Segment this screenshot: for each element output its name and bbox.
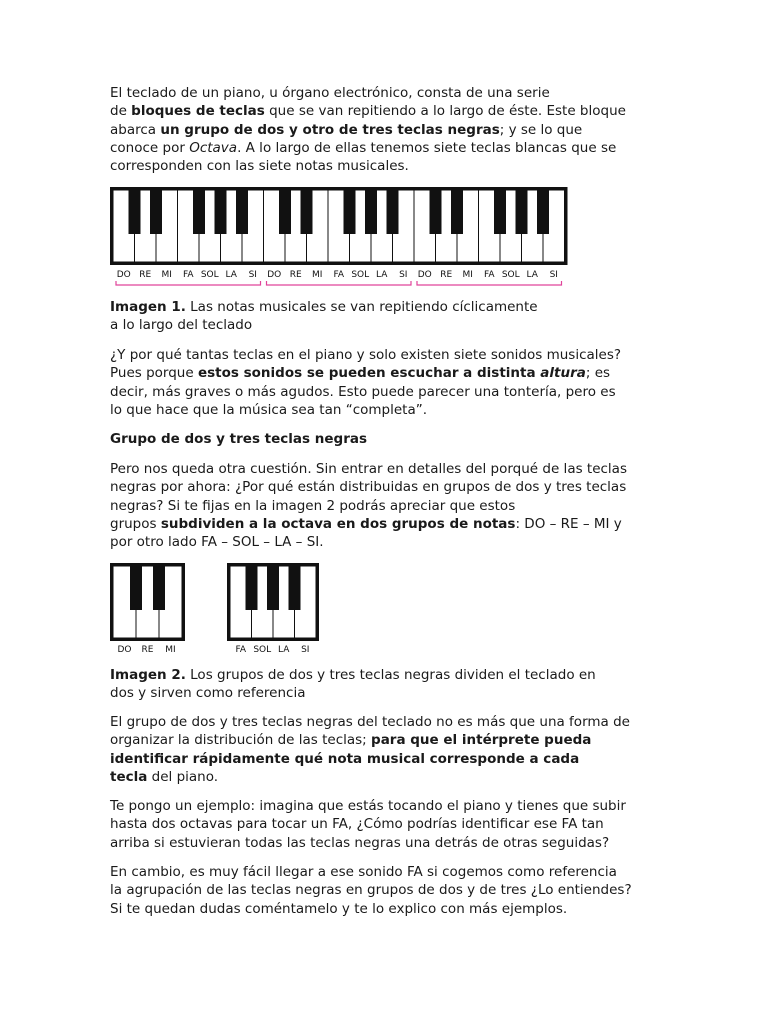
note-label: SI xyxy=(549,270,558,280)
piano-group-three-black-keys xyxy=(227,562,321,656)
note-label: LA xyxy=(278,645,290,655)
note-label: MI xyxy=(312,270,323,280)
black-key xyxy=(301,190,313,234)
note-label: FA xyxy=(182,270,194,280)
piano-group-two-black-keys xyxy=(110,562,185,656)
black-key xyxy=(344,190,356,234)
text-span: Los grupos de dos y tres teclas negras dividen el teclado en xyxy=(185,667,596,683)
note-label: SOL xyxy=(200,270,219,280)
note-label: MI xyxy=(462,270,473,280)
black-key xyxy=(279,190,291,234)
paragraph-conclusion xyxy=(110,863,670,918)
piano-keyboard-image-1 xyxy=(110,186,570,292)
note-label: DO xyxy=(116,270,131,280)
text-span: negras? Si te fijas en la imagen 2 podrás apreciar que estos xyxy=(110,497,516,514)
note-label: FA xyxy=(235,645,247,655)
text-span: Pues porque xyxy=(110,365,198,382)
black-key xyxy=(365,190,377,234)
note-label: RE xyxy=(139,270,152,280)
black-key xyxy=(289,566,301,610)
text-span: por otro lado FA – SOL – LA – SI. xyxy=(110,534,324,551)
text-span: arriba si estuvieran todas las teclas negras una detrás de otras seguidas? xyxy=(110,834,610,851)
text-span: Si te quedan dudas coméntamelo y te lo explico con más ejemplos. xyxy=(110,900,568,917)
black-key xyxy=(537,190,549,234)
note-label: LA xyxy=(225,270,237,280)
text-span: la agrupación de las teclas negras en grupos de dos y de tres ¿Lo entiendes? xyxy=(110,882,632,899)
italic-text: Octava xyxy=(189,139,238,156)
text-span: lo que hace que la música sea tan “completa”. xyxy=(110,401,428,418)
text-span: El grupo de dos y tres teclas negras del teclado no es más que una forma de xyxy=(110,714,630,730)
text-span: abarca xyxy=(110,121,161,138)
black-key xyxy=(267,566,279,610)
black-key xyxy=(430,190,442,234)
note-label: LA xyxy=(376,270,388,280)
note-label: MI xyxy=(161,270,172,280)
black-key xyxy=(193,190,205,234)
text-span: dos y sirven como referencia xyxy=(110,685,306,702)
black-key xyxy=(129,190,141,234)
text-span: ¿Y por qué tantas teclas en el piano y solo existen siete sonidos musicales? xyxy=(110,347,622,363)
paragraph-distribucion xyxy=(110,713,670,786)
text-span: decir, más graves o más agudos. Esto puede parecer una tontería, pero es xyxy=(110,383,616,400)
paragraph-alturas xyxy=(110,346,670,419)
caption-label: Imagen 2. xyxy=(110,667,186,683)
text-span: de xyxy=(110,103,132,120)
octave-bracket xyxy=(116,281,261,285)
text-span: a lo largo del teclado xyxy=(110,317,253,334)
black-key xyxy=(150,190,162,234)
octave-bracket xyxy=(417,281,562,285)
text-span: negras por ahora: ¿Por qué están distribuidas en grupos de dos y tres teclas xyxy=(110,479,627,496)
text-span: . A lo largo de ellas tenemos siete teclas blancas que se xyxy=(237,139,617,156)
text-span: ; es xyxy=(585,365,611,382)
note-label: RE xyxy=(440,270,453,280)
note-label: DO xyxy=(417,270,432,280)
black-key xyxy=(215,190,227,234)
octave-bracket xyxy=(267,281,412,285)
text-span: En cambio, es muy fácil llegar a ese sonido FA si cogemos como referencia xyxy=(110,864,617,880)
caption-label: Imagen 1. xyxy=(110,299,186,315)
black-key xyxy=(494,190,506,234)
note-label: DO xyxy=(267,270,282,280)
note-label: SI xyxy=(248,270,257,280)
text-span: hasta dos octavas para tocar un FA, ¿Cómo podrías identificar ese FA tan xyxy=(110,816,604,833)
black-key xyxy=(387,190,399,234)
bold-italic-text: altura xyxy=(540,365,586,382)
black-key xyxy=(516,190,528,234)
text-span: organizar la distribución de las teclas; xyxy=(110,732,372,749)
note-label: MI xyxy=(165,645,176,655)
text-span: del piano. xyxy=(147,768,219,785)
note-label: SOL xyxy=(501,270,520,280)
note-label: FA xyxy=(333,270,345,280)
text-span: Te pongo un ejemplo: imagina que estás tocando el piano y tienes que subir xyxy=(110,798,626,814)
black-key xyxy=(130,566,142,610)
bold-text: tecla xyxy=(110,768,148,785)
text-span: corresponden con las siete notas musicales. xyxy=(110,158,409,175)
note-label: FA xyxy=(483,270,495,280)
note-label: SOL xyxy=(351,270,370,280)
section-heading: Grupo de dos y tres teclas negras xyxy=(110,431,368,447)
note-label: LA xyxy=(526,270,538,280)
note-label: RE xyxy=(141,645,154,655)
note-label: SI xyxy=(301,645,310,655)
black-key xyxy=(451,190,463,234)
text-span: conoce por xyxy=(110,139,190,156)
black-key xyxy=(236,190,248,234)
intro-paragraph xyxy=(110,84,670,175)
paragraph-ejemplo xyxy=(110,797,670,852)
bold-text: para que el intérprete pueda xyxy=(371,732,592,749)
text-span: que se van repitiendo a lo largo de éste. Este bloque xyxy=(264,103,626,120)
note-label: DO xyxy=(117,645,132,655)
text-span: grupos xyxy=(110,515,161,532)
text-span: Pero nos queda otra cuestión. Sin entrar en detalles del porqué de las teclas xyxy=(110,461,627,477)
text-span: Las notas musicales se van repitiendo cíclicamente xyxy=(185,299,538,315)
bold-text: bloques de teclas xyxy=(131,103,265,120)
text-span: El teclado de un piano, u órgano electrónico, consta de una serie xyxy=(110,85,550,101)
text-span: ; y se lo que xyxy=(499,121,583,138)
caption-image-1 xyxy=(110,298,670,335)
paragraph-grupos xyxy=(110,460,670,551)
black-key xyxy=(153,566,165,610)
bold-text: un grupo de dos y otro de tres teclas negras xyxy=(160,121,500,138)
note-label: SI xyxy=(399,270,408,280)
caption-image-2 xyxy=(110,666,670,703)
black-key xyxy=(246,566,258,610)
bold-text: subdividen a la octava en dos grupos de notas xyxy=(160,515,516,532)
note-label: RE xyxy=(289,270,302,280)
bold-text: estos sonidos se pueden escuchar a distinta xyxy=(197,365,541,382)
bold-text: identificar rápidamente qué nota musical corresponde a cada xyxy=(110,750,580,767)
note-label: SOL xyxy=(253,645,272,655)
text-span: : DO – RE – MI y xyxy=(515,515,622,532)
